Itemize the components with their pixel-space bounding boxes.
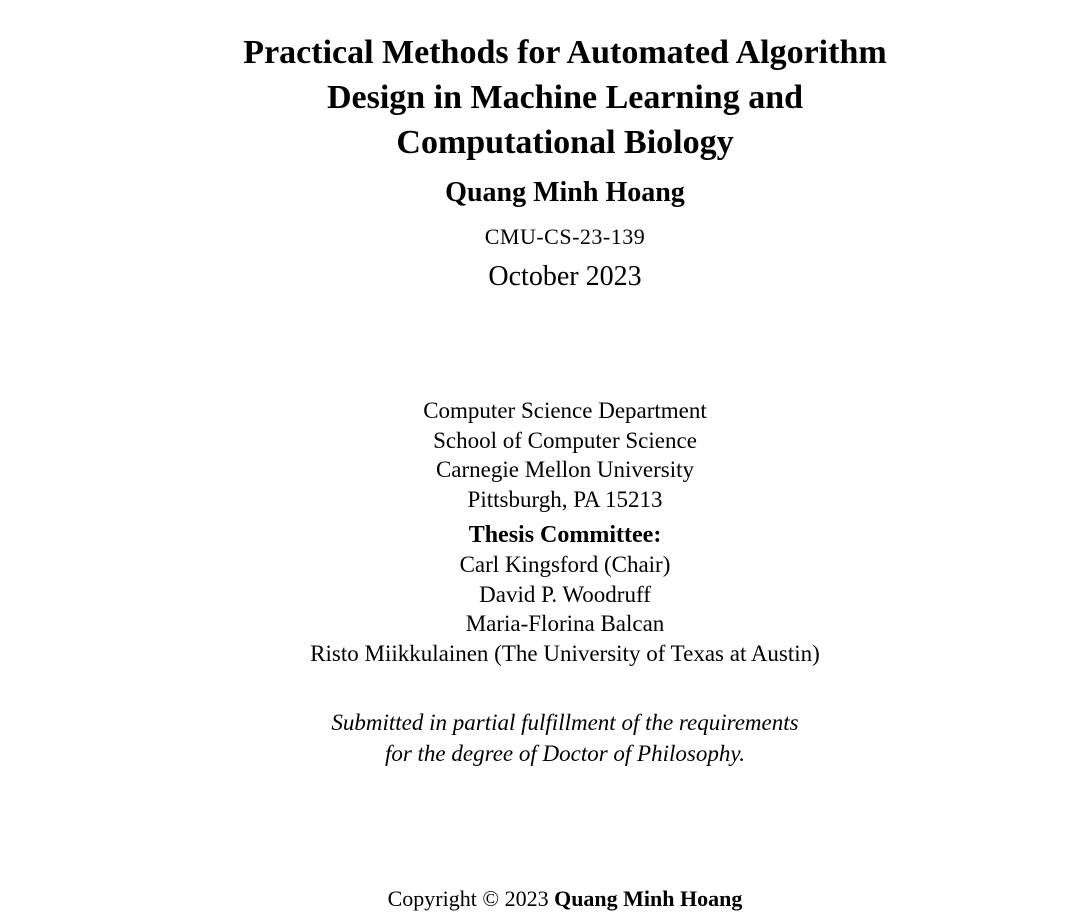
publication-date: October 2023 <box>488 261 642 292</box>
committee-member: Carl Kingsford (Chair) <box>459 552 671 577</box>
address-line-city: Pittsburgh, PA 15213 <box>467 486 663 512</box>
committee-member: Risto Miikkulainen (The University of Texas at Austin) <box>310 640 820 666</box>
address-line-university: Carnegie Mellon University <box>435 457 695 482</box>
committee-member: David P. Woodruff <box>479 581 651 607</box>
submission-line-2: for the degree of Doctor of Philosophy. <box>384 741 746 766</box>
title-line-1: Practical Methods for Automated Algorithm <box>243 34 887 71</box>
thesis-title <box>0 30 1080 165</box>
submission-line-1: Submitted in partial fulfillment of the requirements <box>331 710 799 735</box>
copyright-prefix: Copyright © 2023 <box>387 886 549 911</box>
address-line-department: Computer Science Department <box>423 398 707 423</box>
copyright-notice <box>0 884 1080 914</box>
copyright-holder: Quang Minh Hoang <box>554 886 743 911</box>
department-address <box>0 396 1080 514</box>
committee-member: Maria-Florina Balcan <box>465 611 665 636</box>
address-line-school: School of Computer Science <box>433 427 697 453</box>
author-name: Quang Minh Hoang <box>445 177 685 208</box>
committee-list <box>0 550 1080 668</box>
title-line-3: Computational Biology <box>396 124 734 161</box>
report-number: CMU-CS-23-139 <box>484 224 646 249</box>
committee-heading: Thesis Committee: <box>468 522 662 548</box>
title-line-2: Design in Machine Learning and <box>326 79 804 116</box>
submission-statement <box>0 707 1080 769</box>
